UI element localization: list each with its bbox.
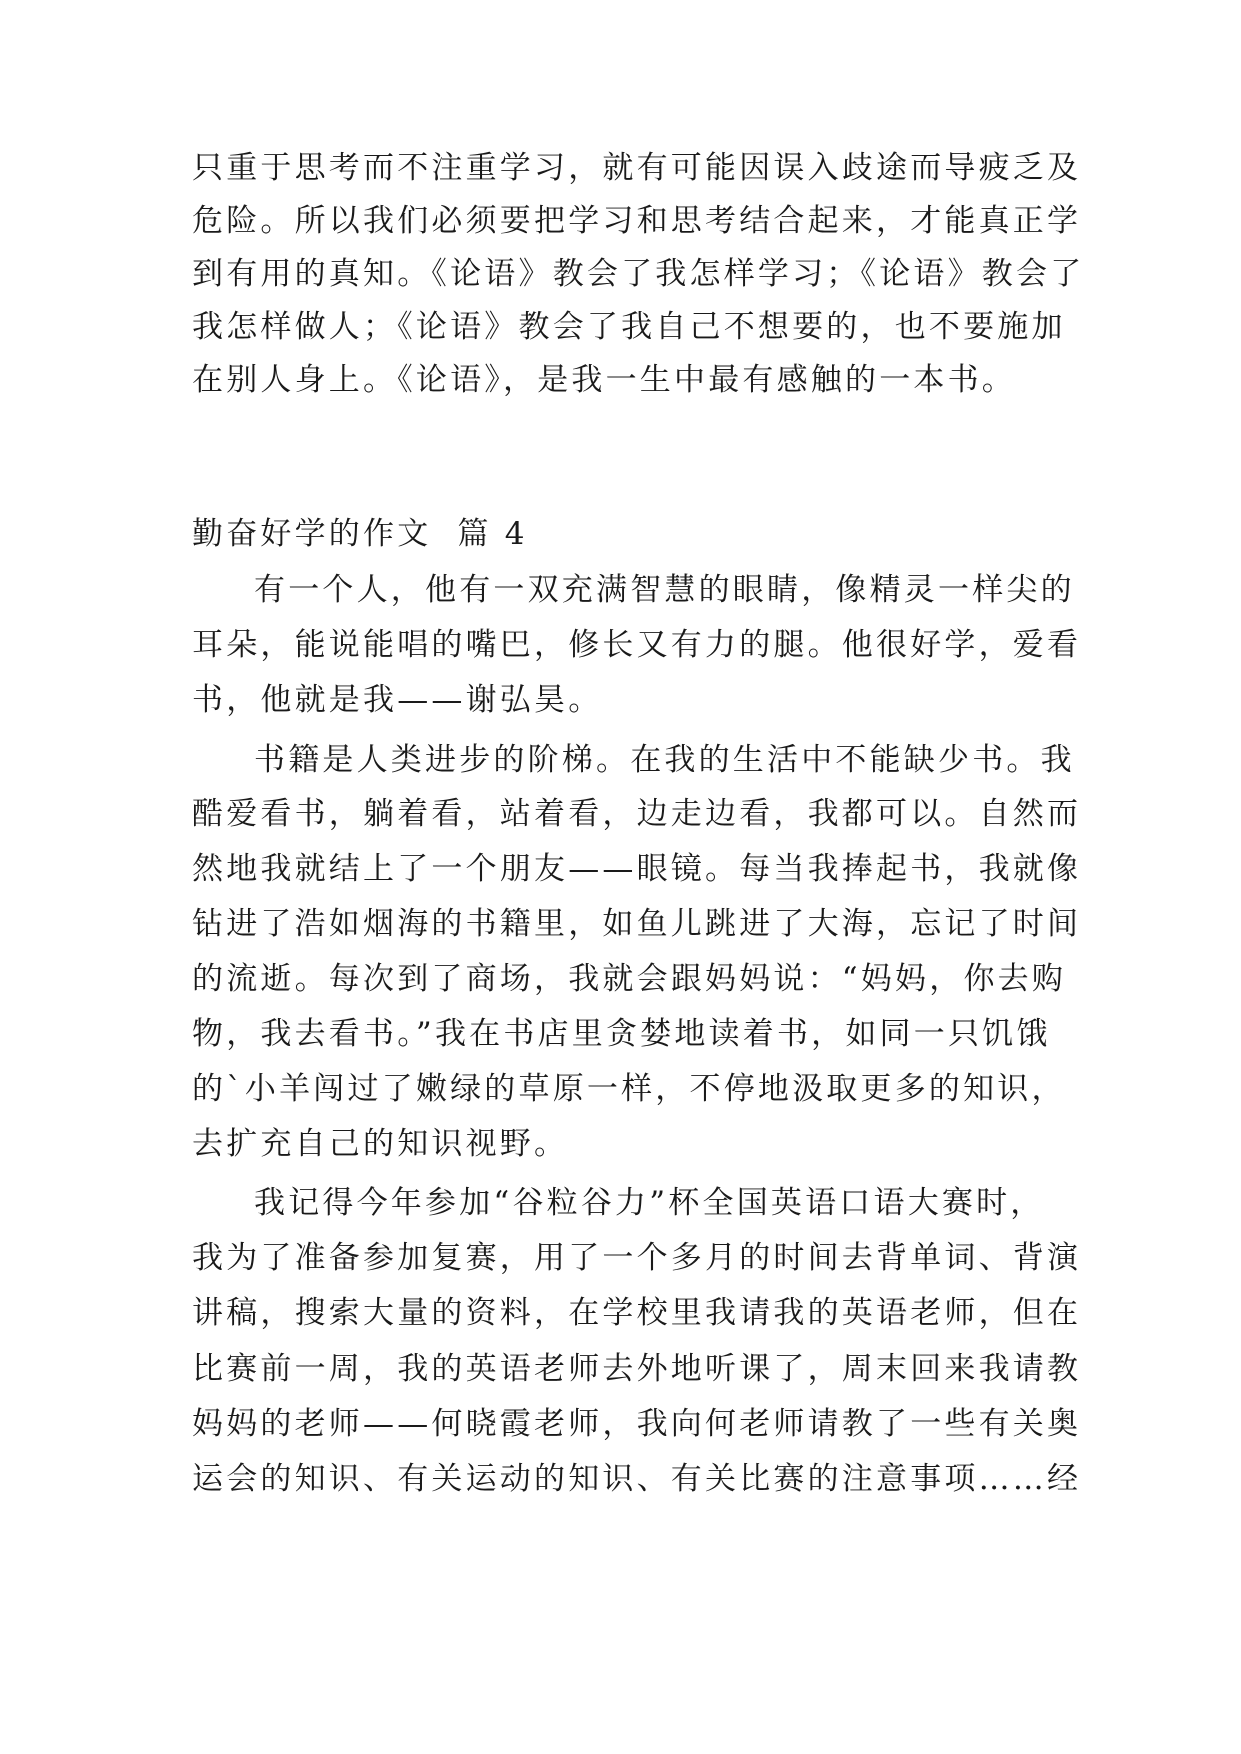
text-line: 到有用的真知。《论语》教会了我怎样学习；《论语》教会了 <box>192 256 1085 292</box>
text-line: 的`小羊闯过了嫩绿的草原一样，不停地汲取更多的知识， <box>192 1071 1066 1107</box>
text-line: 在别人身上。《论语》，是我一生中最有感触的一本书。 <box>192 362 1016 398</box>
text-line: 比赛前一周，我的英语老师去外地听课了，周末回来我请教 <box>192 1351 1082 1387</box>
text-line: 讲稿，搜索大量的资料，在学校里我请我的英语老师，但在 <box>192 1295 1082 1331</box>
text-line: 去扩充自己的知识视野。 <box>192 1126 569 1162</box>
text-line: 只重于思考而不注重学习，就有可能因误入歧途而导疲乏及 <box>192 150 1082 186</box>
text-line: 运会的知识、有关运动的知识、有关比赛的注意事项……经 <box>192 1461 1082 1497</box>
text-line: 的流逝。每次到了商场，我就会跟妈妈说：“妈妈，你去购 <box>192 961 1067 997</box>
text-line: 耳朵，能说能唱的嘴巴，修长又有力的腿。他很好学，爱看 <box>192 627 1082 663</box>
text-line: 然地我就结上了一个朋友——眼镜。每当我捧起书，我就像 <box>192 851 1082 887</box>
text-line: 钻进了浩如烟海的书籍里，如鱼儿跳进了大海，忘记了时间 <box>192 906 1082 942</box>
text-line: 妈妈的老师——何晓霞老师，我向何老师请教了一些有关奥 <box>192 1406 1082 1442</box>
text-line: 危险。所以我们必须要把学习和思考结合起来，才能真正学 <box>192 203 1082 239</box>
paragraph-first-line: 我记得今年参加“谷粒谷力”杯全国英语口语大赛时， <box>254 1185 1045 1221</box>
text-line: 书，他就是我——谢弘昊。 <box>192 682 603 718</box>
text-line: 物，我去看书。”我在书店里贪婪地读着书，如同一只饥饿 <box>192 1016 1051 1052</box>
paragraph-first-line: 书籍是人类进步的阶梯。在我的生活中不能缺少书。我 <box>254 742 1075 778</box>
text-line: 酷爱看书，躺着看，站着看，边走边看，我都可以。自然而 <box>192 796 1082 832</box>
text-line: 我为了准备参加复赛，用了一个多月的时间去背单词、背演 <box>192 1240 1082 1276</box>
text-line: 我怎样做人；《论语》教会了我自己不想要的，也不要施加 <box>192 309 1066 345</box>
section-heading: 勤奋好学的作文 篇 4 <box>192 516 528 552</box>
paragraph-first-line: 有一个人，他有一双充满智慧的眼睛，像精灵一样尖的 <box>254 572 1075 608</box>
